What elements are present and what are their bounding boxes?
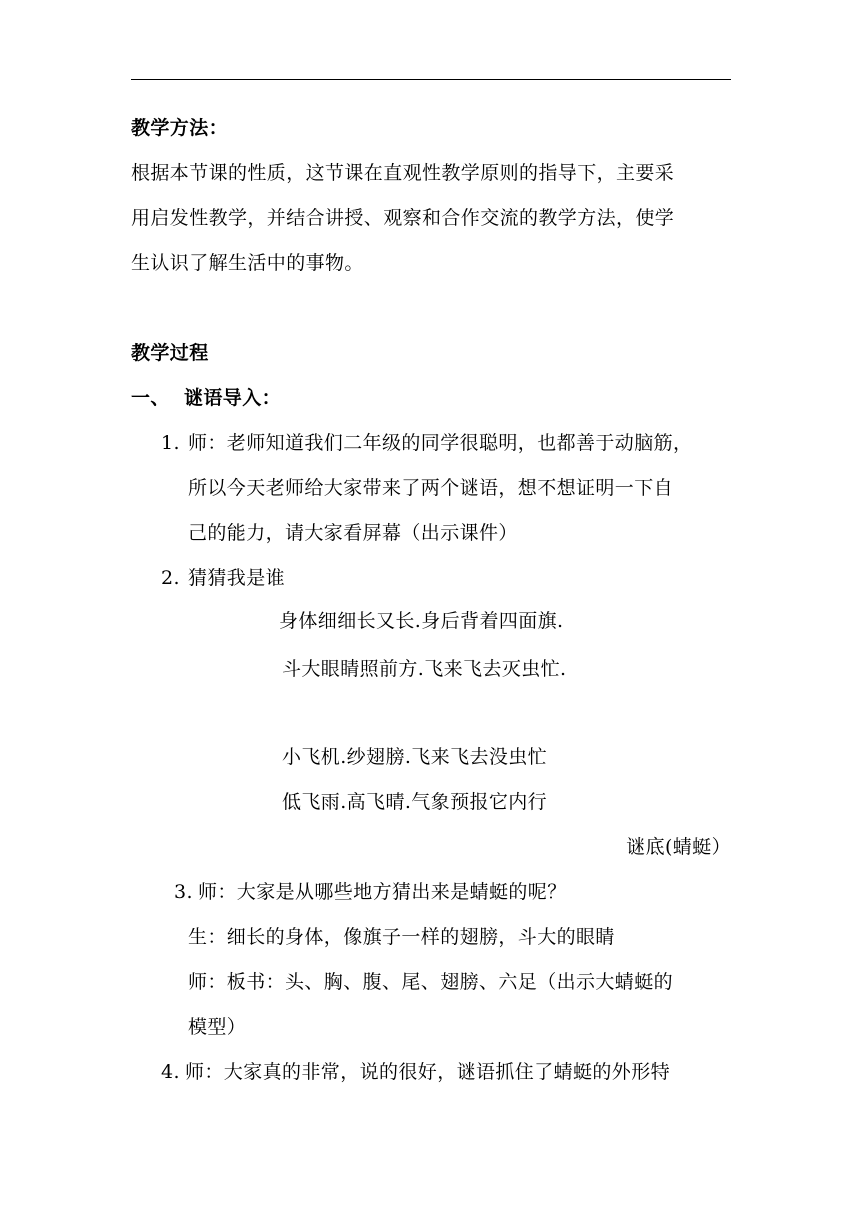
item3-student: 生：细长的身体，像旗子一样的翅膀，斗大的眼睛 bbox=[188, 926, 615, 948]
riddle1-line-1: 身体细细长又长.身后背着四面旗. bbox=[279, 610, 564, 632]
section1-title: 谜语导入： bbox=[184, 387, 282, 409]
item3-text: 师：大家是从哪些地方猜出来是蜻蜓的呢？ bbox=[198, 881, 567, 903]
process-heading: 教学过程 bbox=[131, 342, 209, 364]
riddle2-line-1: 小飞机.纱翅膀.飞来飞去没虫忙 bbox=[282, 746, 548, 768]
item3-teacher-line-1: 师：板书：头、胸、腹、尾、翅膀、六足（出示大蜻蜓的 bbox=[188, 971, 674, 993]
section1-number: 一、 bbox=[131, 387, 170, 409]
item1-line-2: 所以今天老师给大家带来了两个谜语，想不想证明一下自 bbox=[188, 477, 674, 499]
riddle-answer: 谜底(蜻蜓） bbox=[626, 836, 731, 858]
item2-text: 猜猜我是谁 bbox=[188, 567, 286, 589]
item4-number: 4. bbox=[161, 1061, 180, 1083]
item1-number: 1. bbox=[161, 432, 180, 454]
item3-teacher-line-2: 模型） bbox=[188, 1016, 247, 1038]
header-rule bbox=[131, 79, 731, 80]
method-line-1: 根据本节课的性质，这节课在直观性教学原则的指导下，主要采 bbox=[131, 162, 675, 184]
method-line-2: 用启发性教学，并结合讲授、观察和合作交流的教学方法，使学 bbox=[131, 207, 675, 229]
item1-line-1: 师：老师知道我们二年级的同学很聪明，也都善于动脑筋， bbox=[188, 432, 693, 454]
riddle1-line-2: 斗大眼睛照前方.飞来飞去灭虫忙. bbox=[282, 658, 567, 680]
item3-number: 3. bbox=[174, 881, 193, 903]
riddle2-line-2: 低飞雨.高飞晴.气象预报它内行 bbox=[282, 791, 548, 813]
method-heading: 教学方法： bbox=[131, 117, 229, 139]
item4-text: 师：大家真的非常，说的很好，谜语抓住了蜻蜓的外形特 bbox=[185, 1061, 671, 1083]
item1-line-3: 己的能力，请大家看屏幕（出示课件） bbox=[188, 522, 518, 544]
method-line-3: 生认识了解生活中的事物。 bbox=[131, 252, 364, 274]
item2-number: 2. bbox=[161, 567, 180, 589]
